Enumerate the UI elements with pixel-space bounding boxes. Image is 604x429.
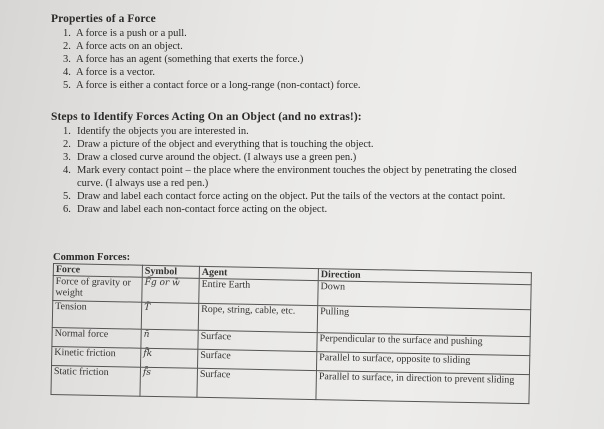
header-direction: Direction: [318, 269, 531, 285]
cell-symbol: f̄s: [140, 367, 198, 397]
cell-agent: Surface: [198, 349, 317, 370]
list-item: 2. A force acts on an object.: [63, 41, 183, 52]
header-symbol: Symbol: [142, 265, 199, 278]
cell-symbol: n̄: [141, 329, 198, 349]
list-item: 5. Draw and label each contact force acting on the object. Put the tails of the vectors at the contact point.: [63, 191, 506, 202]
cell-direction: Parallel to surface, opposite to sliding: [316, 352, 529, 375]
common-forces-heading: Common Forces:: [53, 252, 131, 263]
cell-direction: Parallel to surface, in direction to prevent sliding: [316, 371, 530, 404]
list-item: 6. Draw and label each non-contact force acting on the object.: [63, 204, 328, 215]
cell-symbol: f̄k: [141, 348, 198, 368]
header-agent: Agent: [199, 266, 318, 280]
cell-force: Static friction: [51, 365, 141, 396]
list-item: 3. A force has an agent (something that exerts the force.): [63, 54, 304, 65]
cell-agent: Rope, string, cable, etc.: [198, 303, 317, 332]
cell-symbol: T̄: [141, 302, 199, 330]
list-item: 1. A force is a push or a pull.: [63, 28, 187, 39]
header-force: Force: [53, 264, 142, 278]
cell-agent: Surface: [197, 368, 317, 399]
list-item: 2. Draw a picture of the object and everything that is touching the object.: [63, 139, 374, 150]
cell-force: Tension: [52, 301, 142, 330]
list-item: 5. A force is either a contact force or a long-range (non-contact) force.: [63, 80, 361, 91]
cell-symbol: F̄g or w̄: [142, 277, 199, 303]
steps-heading: Steps to Identify Forces Acting On an Object (and no extras!):: [51, 111, 362, 123]
list-item: 4. Mark every contact point – the place where the environment touches the object by penetrating the closed curve. (I always use a red pen.): [63, 165, 517, 189]
steps-list: [63, 125, 533, 216]
list-item: 4. A force is a vector.: [63, 67, 156, 78]
cell-force: Kinetic friction: [52, 346, 141, 367]
cell-agent: Entire Earth: [199, 278, 318, 305]
list-item: 1. Identify the objects you are interested in.: [63, 126, 249, 137]
cell-direction: Perpendicular to the surface and pushing: [317, 333, 530, 356]
cell-force: Normal force: [52, 327, 141, 348]
cell-agent: Surface: [198, 330, 317, 351]
cell-direction: Down: [318, 281, 531, 310]
properties-list: [63, 27, 463, 92]
cell-direction: Pulling: [317, 306, 530, 337]
cell-force: Force of gravity or weight: [53, 276, 142, 303]
common-forces-table: [50, 263, 531, 404]
properties-heading: Properties of a Force: [51, 13, 156, 25]
list-item: 3. Draw a closed curve around the object. (I always use a green pen.): [63, 152, 357, 163]
